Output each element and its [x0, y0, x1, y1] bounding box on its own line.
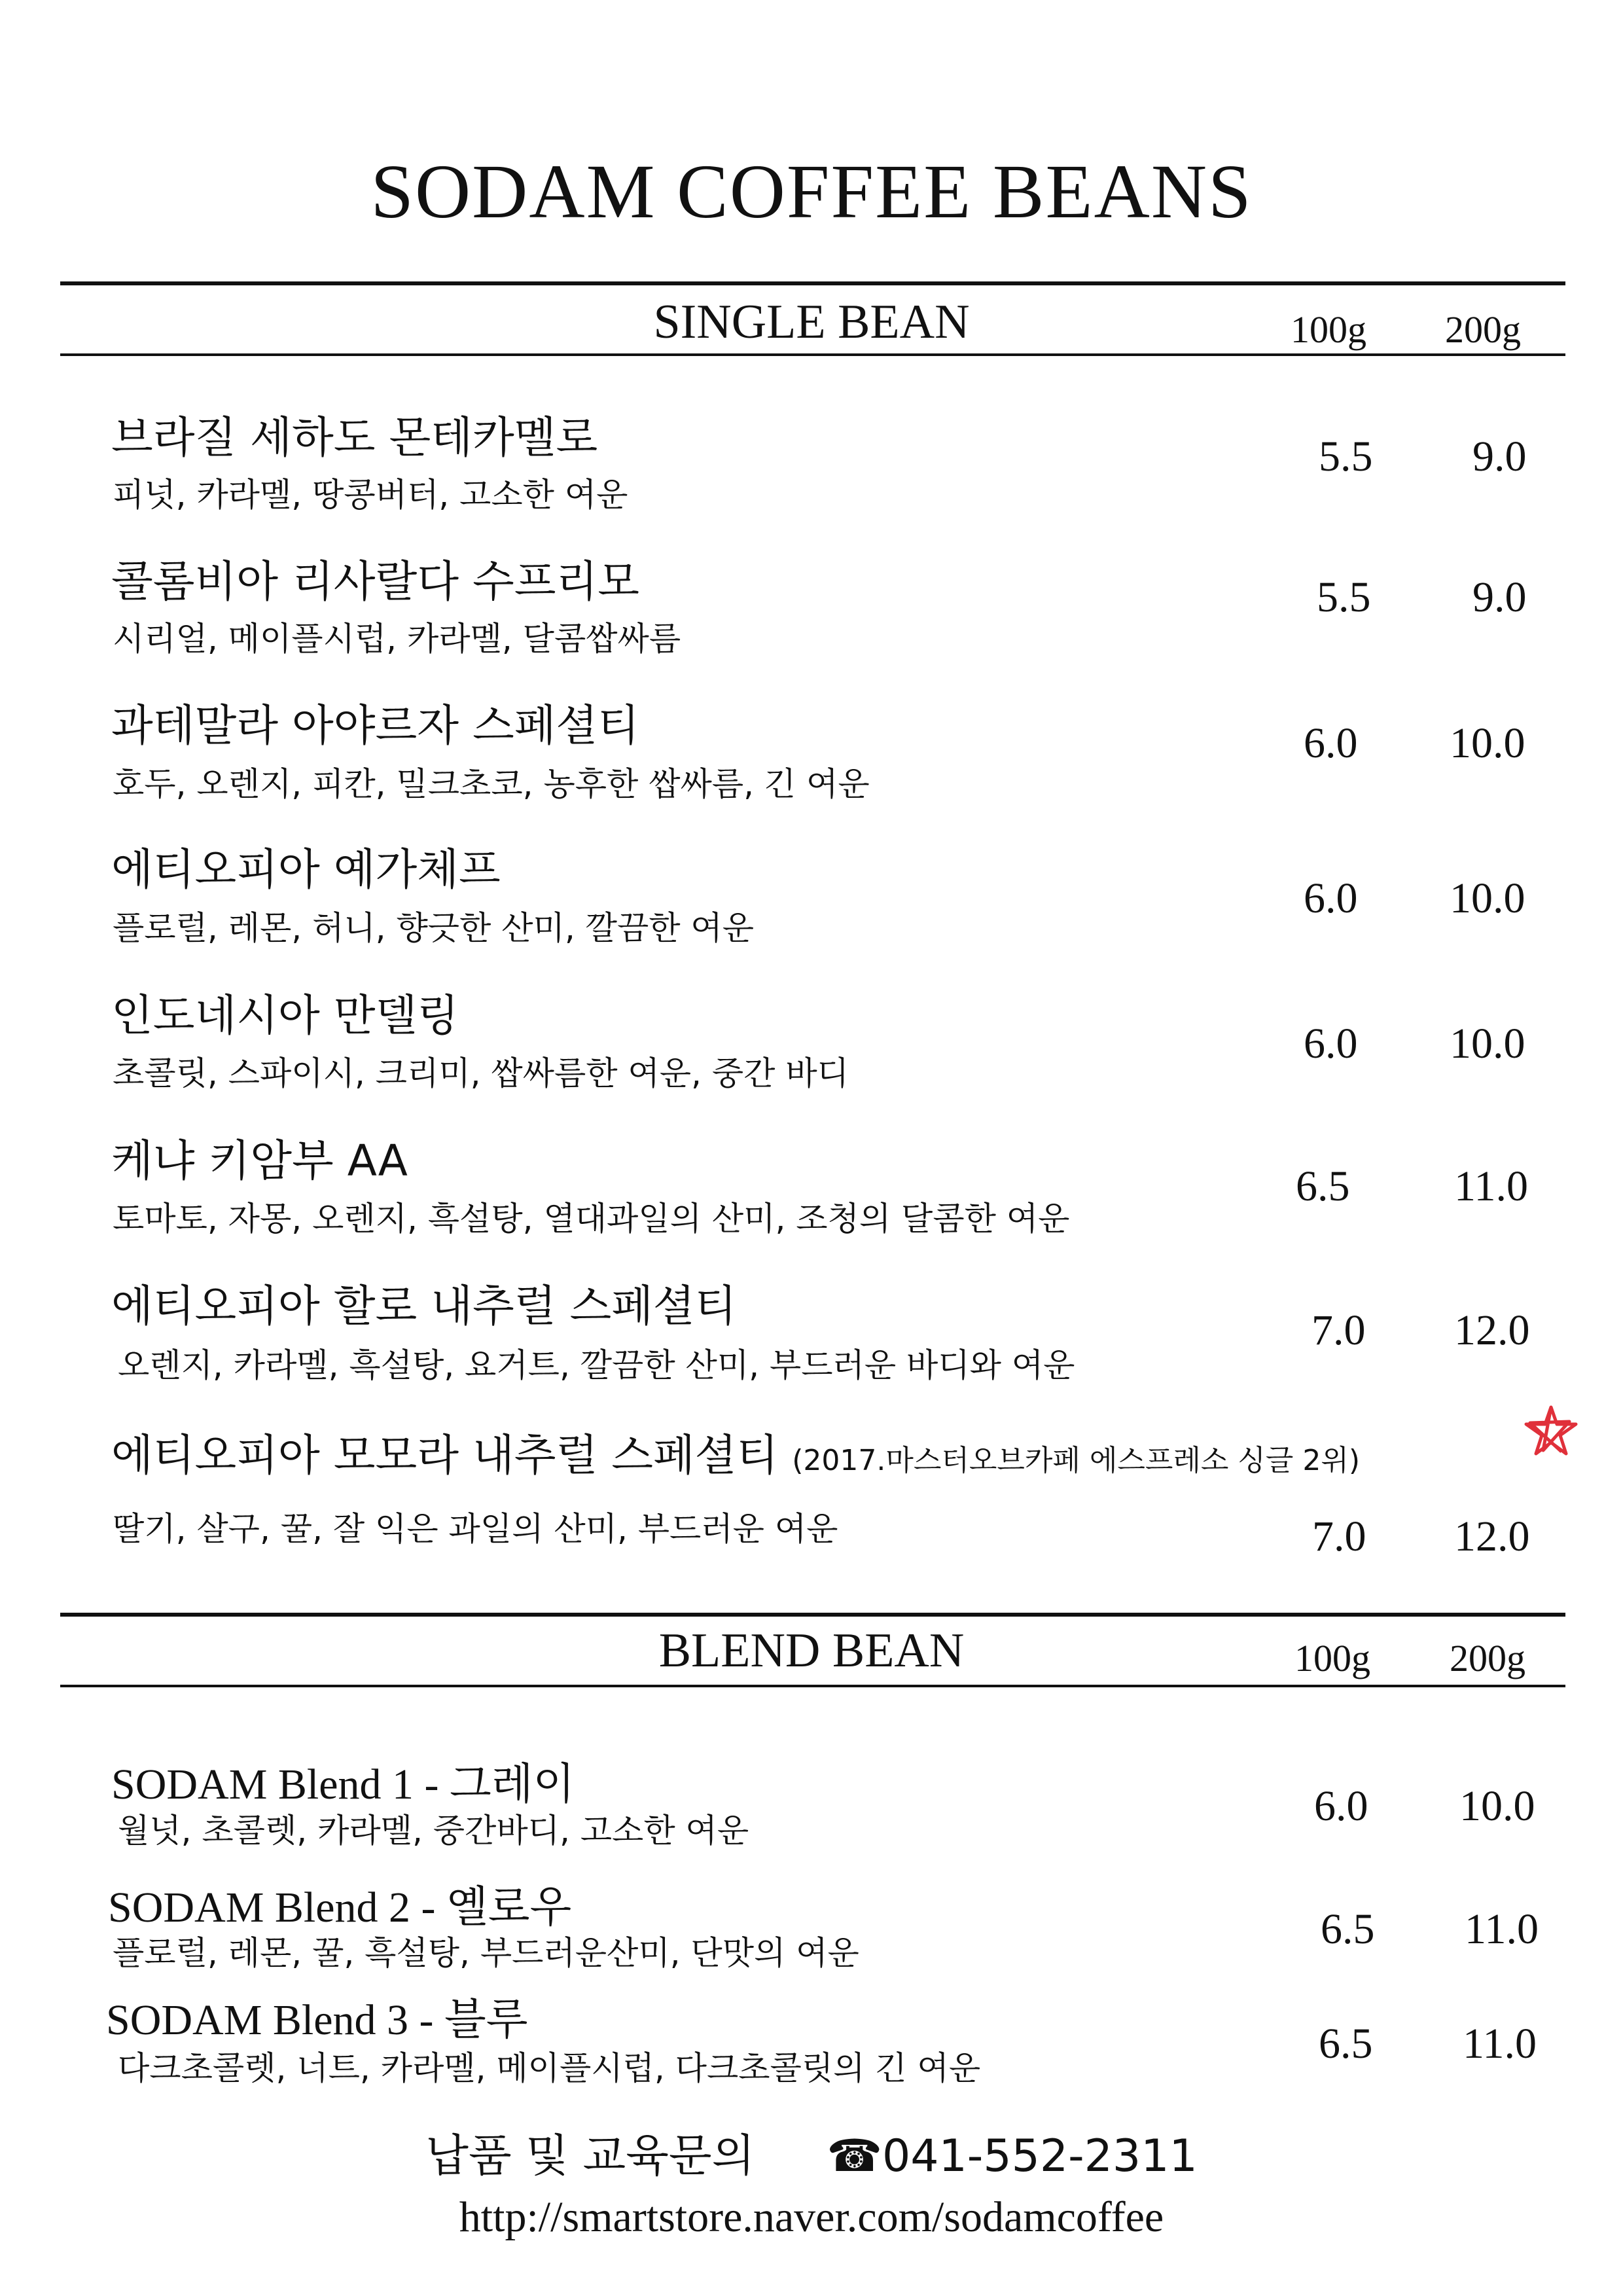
single-item-name: 케냐 키암부 AA [111, 1136, 408, 1186]
single-item-price-100g: 7.0 [1312, 1513, 1366, 1560]
blend-item-price-200g: 11.0 [1465, 1905, 1539, 1953]
single-item-price-200g: 11.0 [1454, 1162, 1529, 1210]
blend-col-200g: 200g [1450, 1637, 1525, 1679]
single-item-name: 과테말라 아야르자 스페셜티 [111, 700, 640, 751]
blend-item-name: SODAM Blend 2 - 옐로우 [108, 1884, 572, 1931]
single-item-notes: 호두, 오렌지, 피칸, 밀크초코, 농후한 쌉싸름, 긴 여운 [113, 765, 870, 803]
phone-icon: ☎ [827, 2130, 883, 2182]
single-item-name: 브라질 세하도 몬테카멜로 [111, 412, 598, 463]
single-item-price-200g: 12.0 [1454, 1513, 1530, 1560]
blend-item-price-100g: 6.0 [1314, 1782, 1368, 1830]
blend-bottom-rule [60, 1685, 1565, 1687]
single-item-price-200g: 10.0 [1450, 874, 1525, 922]
page-title: SODAM COFFEE BEANS [370, 149, 1253, 234]
blend-item-price-200g: 11.0 [1463, 2020, 1537, 2068]
blend-item-price-100g: 6.5 [1319, 2020, 1373, 2068]
single-item-name: 에티오피아 할로 내추럴 스페셜티 [111, 1281, 737, 1331]
single-item-notes: 오렌지, 카라멜, 흑설탕, 요거트, 깔끔한 산미, 부드러운 바디와 여운 [118, 1346, 1075, 1384]
single-item-notes: 토마토, 자몽, 오렌지, 흑설탕, 열대과일의 산미, 조청의 달콤한 여운 [113, 1200, 1070, 1238]
single-item-price-200g: 9.0 [1472, 573, 1527, 621]
single-item-name: 인도네시아 만델링 [111, 990, 459, 1041]
single-item-notes: 시리얼, 메이플시럽, 카라멜, 달콤쌉싸름 [113, 620, 681, 658]
single-item-price-200g: 10.0 [1450, 1020, 1525, 1067]
single-item-notes: 딸기, 살구, 꿀, 잘 익은 과일의 산미, 부드러운 여운 [113, 1510, 838, 1548]
star-icon [1524, 1405, 1578, 1457]
blend-item-price-100g: 6.5 [1321, 1905, 1375, 1953]
single-item-price-100g: 6.0 [1304, 1020, 1358, 1067]
single-item-price-200g: 10.0 [1450, 719, 1525, 767]
single-item-price-200g: 9.0 [1472, 433, 1527, 480]
phone-number[interactable]: 041-552-2311 [882, 2130, 1198, 2182]
single-col-200g: 200g [1445, 308, 1521, 351]
single-item-notes: 플로럴, 레몬, 허니, 향긋한 산미, 깔끔한 여운 [113, 909, 755, 947]
single-item-name-text: 에티오피아 모모라 내추럴 스페셜티 [111, 1430, 779, 1480]
single-item-price-100g: 5.5 [1317, 573, 1371, 621]
blend-item-notes: 플로럴, 레몬, 꿀, 흑설탕, 부드러운산미, 단맛의 여운 [113, 1934, 859, 1972]
blend-item-price-200g: 10.0 [1459, 1782, 1535, 1830]
single-section-title: SINGLE BEAN [653, 295, 970, 349]
single-item-price-100g: 5.5 [1319, 433, 1373, 480]
inquiry-label: 납품 및 교육문의 [425, 2130, 755, 2182]
blend-section-title: BLEND BEAN [658, 1624, 965, 1677]
single-item-name: 콜롬비아 리사랄다 수프리모 [111, 556, 640, 607]
single-col-100g: 100g [1291, 308, 1366, 351]
blend-col-100g: 100g [1294, 1637, 1370, 1679]
single-top-rule [60, 281, 1565, 285]
single-item-notes: 초콜릿, 스파이시, 크리미, 쌉싸름한 여운, 중간 바디 [113, 1054, 849, 1092]
contact-line [0, 2121, 1623, 2184]
single-item-name [111, 1420, 1360, 1482]
store-url-link[interactable]: http://smartstore.naver.com/sodamcoffee [459, 2193, 1164, 2241]
single-item-price-100g: 7.0 [1311, 1306, 1366, 1354]
blend-top-rule [60, 1613, 1565, 1617]
blend-item-notes: 월넛, 초콜렛, 카라멜, 중간바디, 고소한 여운 [118, 1812, 749, 1850]
single-item-price-100g: 6.0 [1304, 874, 1358, 922]
award-note: (2017.마스터오브카페 에스프레소 싱글 2위) [792, 1444, 1361, 1477]
single-item-name: 에티오피아 예가체프 [111, 844, 501, 895]
blend-item-notes: 다크초콜렛, 너트, 카라멜, 메이플시럽, 다크초콜릿의 긴 여운 [118, 2049, 981, 2087]
single-bottom-rule [60, 353, 1565, 356]
blend-item-name: SODAM Blend 3 - 블루 [106, 1996, 528, 2044]
single-item-notes: 피넛, 카라멜, 땅콩버터, 고소한 여운 [113, 476, 628, 514]
blend-item-name: SODAM Blend 1 - 그레이 [111, 1761, 575, 1808]
single-item-price-200g: 12.0 [1454, 1306, 1530, 1354]
single-item-price-100g: 6.0 [1304, 719, 1358, 767]
single-item-price-100g: 6.5 [1296, 1162, 1350, 1210]
